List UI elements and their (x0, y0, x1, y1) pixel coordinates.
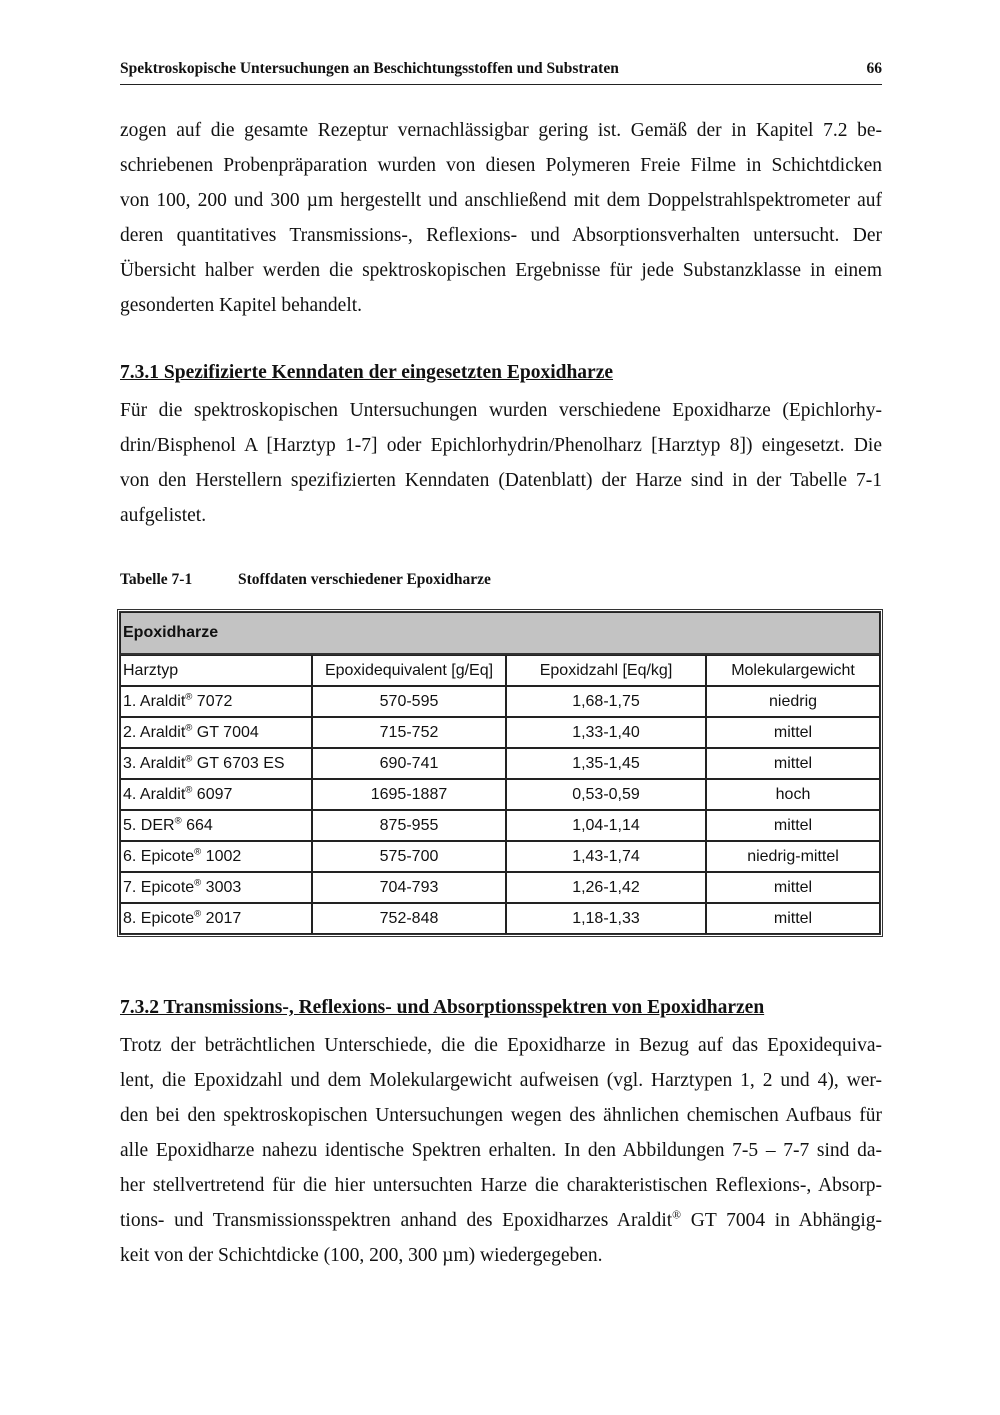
resin-type: 3. Araldit® GT 6703 ES (120, 748, 312, 779)
epoxy-number: 1,35-1,45 (506, 748, 706, 779)
text-line: zogen auf die gesamte Rezeptur vernachlässigbar gering ist. Gemäß der in Kapitel 7.2 be- (120, 120, 882, 141)
epoxy-number: 1,33-1,40 (506, 717, 706, 748)
epoxy-number: 1,04-1,14 (506, 810, 706, 841)
text-line: lent, die Epoxidzahl und dem Molekulargewicht aufweisen (vgl. Harztypen 1, 2 und 4), wer- (120, 1070, 882, 1091)
table-row (120, 872, 880, 903)
resin-type: 4. Araldit® 6097 (120, 779, 312, 810)
molecular-weight: mittel (706, 903, 880, 934)
molecular-weight: mittel (706, 872, 880, 903)
paragraph-resins (120, 393, 882, 533)
page-number: 66 (866, 60, 882, 77)
table-title: Epoxidharze (120, 612, 880, 655)
epoxy-equivalent: 715-752 (312, 717, 506, 748)
resin-type: 1. Araldit® 7072 (120, 686, 312, 717)
resin-type: 5. DER® 664 (120, 810, 312, 841)
epoxy-equivalent: 575-700 (312, 841, 506, 872)
text-line: gesonderten Kapitel behandelt. (120, 295, 363, 316)
epoxy-equivalent: 752-848 (312, 903, 506, 934)
epoxy-number: 0,53-0,59 (506, 779, 706, 810)
epoxy-resin-table (117, 609, 883, 937)
epoxy-equivalent: 570-595 (312, 686, 506, 717)
column-header: Epoxidequivalent [g/Eq] (312, 655, 506, 686)
section-heading-7-3-2: 7.3.2 Transmissions-, Reflexions- und Absorptionsspektren von Epoxidharzen (120, 997, 765, 1018)
text-line: von 100, 200 und 300 µm hergestellt und anschließend mit dem Doppelstrahlspektrometer auf (120, 190, 882, 211)
text-line: keit von der Schichtdicke (100, 200, 300 µm) wiedergegeben. (120, 1245, 603, 1266)
epoxy-equivalent: 690-741 (312, 748, 506, 779)
molecular-weight: mittel (706, 748, 880, 779)
column-header: Epoxidzahl [Eq/kg] (506, 655, 706, 686)
paragraph-intro (120, 113, 882, 323)
paragraph-spectra (120, 1028, 882, 1273)
text-line: den bei den spektroskopischen Untersuchungen wegen des ähnlichen chemischen Aufbaus für (120, 1105, 882, 1126)
resin-type: 7. Epicote® 3003 (120, 872, 312, 903)
text-line: tions- und Transmissionsspektren anhand des Epoxidharzes Araldit® GT 7004 in Abhängig- (120, 1208, 882, 1231)
table-row (120, 748, 880, 779)
molecular-weight: mittel (706, 810, 880, 841)
epoxy-equivalent: 875-955 (312, 810, 506, 841)
table-caption-text: Stoffdaten verschiedener Epoxidharze (238, 571, 491, 588)
text-line: alle Epoxidharze nahezu identische Spektren erhalten. In den Abbildungen 7-5 – 7-7 sind da- (120, 1140, 882, 1161)
epoxy-number: 1,43-1,74 (506, 841, 706, 872)
running-header (120, 60, 882, 85)
table-row (120, 779, 880, 810)
text-line: deren quantitatives Transmissions-, Reflexions- und Absorptionsverhalten untersucht. Der (120, 225, 882, 246)
molecular-weight: hoch (706, 779, 880, 810)
text-line: Für die spektroskopischen Untersuchungen wurden verschiedene Epoxidharze (Epichlorhy- (120, 400, 882, 421)
text-line: her stellvertretend für die hier untersuchten Harze die charakteristischen Reflexions-, Absorp- (120, 1175, 882, 1196)
text-line: Trotz der beträchtlichen Unterschiede, die die Epoxidharze in Bezug auf das Epoxidequiva- (120, 1035, 882, 1056)
text-line: schriebenen Probenpräparation wurden von diesen Polymeren Freie Filme in Schichtdicken (120, 155, 882, 176)
resin-type: 8. Epicote® 2017 (120, 903, 312, 934)
molecular-weight: mittel (706, 717, 880, 748)
epoxy-number: 1,26-1,42 (506, 872, 706, 903)
header-title: Spektroskopische Untersuchungen an Beschichtungsstoffen und Substraten (120, 60, 619, 77)
table-caption (120, 571, 491, 589)
table-row (120, 686, 880, 717)
text-line: aufgelistet. (120, 505, 207, 526)
molecular-weight: niedrig (706, 686, 880, 717)
table-row (120, 810, 880, 841)
section-heading-7-3-1: 7.3.1 Spezifizierte Kenndaten der eingesetzten Epoxidharze (120, 362, 614, 383)
molecular-weight: niedrig-mittel (706, 841, 880, 872)
text-line: Übersicht halber werden die spektroskopischen Ergebnisse für jede Substanzklasse in einem (120, 260, 882, 281)
column-header: Harztyp (120, 655, 312, 686)
epoxy-number: 1,18-1,33 (506, 903, 706, 934)
table-row (120, 717, 880, 748)
epoxy-equivalent: 704-793 (312, 872, 506, 903)
resin-type: 6. Epicote® 1002 (120, 841, 312, 872)
column-header: Molekulargewicht (706, 655, 880, 686)
text-line: von den Herstellern spezifizierten Kenndaten (Datenblatt) der Harze sind in der Tabelle 7-1 (120, 470, 882, 491)
resin-type: 2. Araldit® GT 7004 (120, 717, 312, 748)
epoxy-number: 1,68-1,75 (506, 686, 706, 717)
table-header-row (120, 655, 880, 686)
text-line: drin/Bisphenol A [Harztyp 1-7] oder Epichlorhydrin/Phenolharz [Harztyp 8]) eingesetzt. Die (120, 435, 882, 456)
table-row (120, 841, 880, 872)
epoxy-equivalent: 1695-1887 (312, 779, 506, 810)
table-number: Tabelle 7-1 (120, 571, 193, 588)
table-row (120, 903, 880, 934)
